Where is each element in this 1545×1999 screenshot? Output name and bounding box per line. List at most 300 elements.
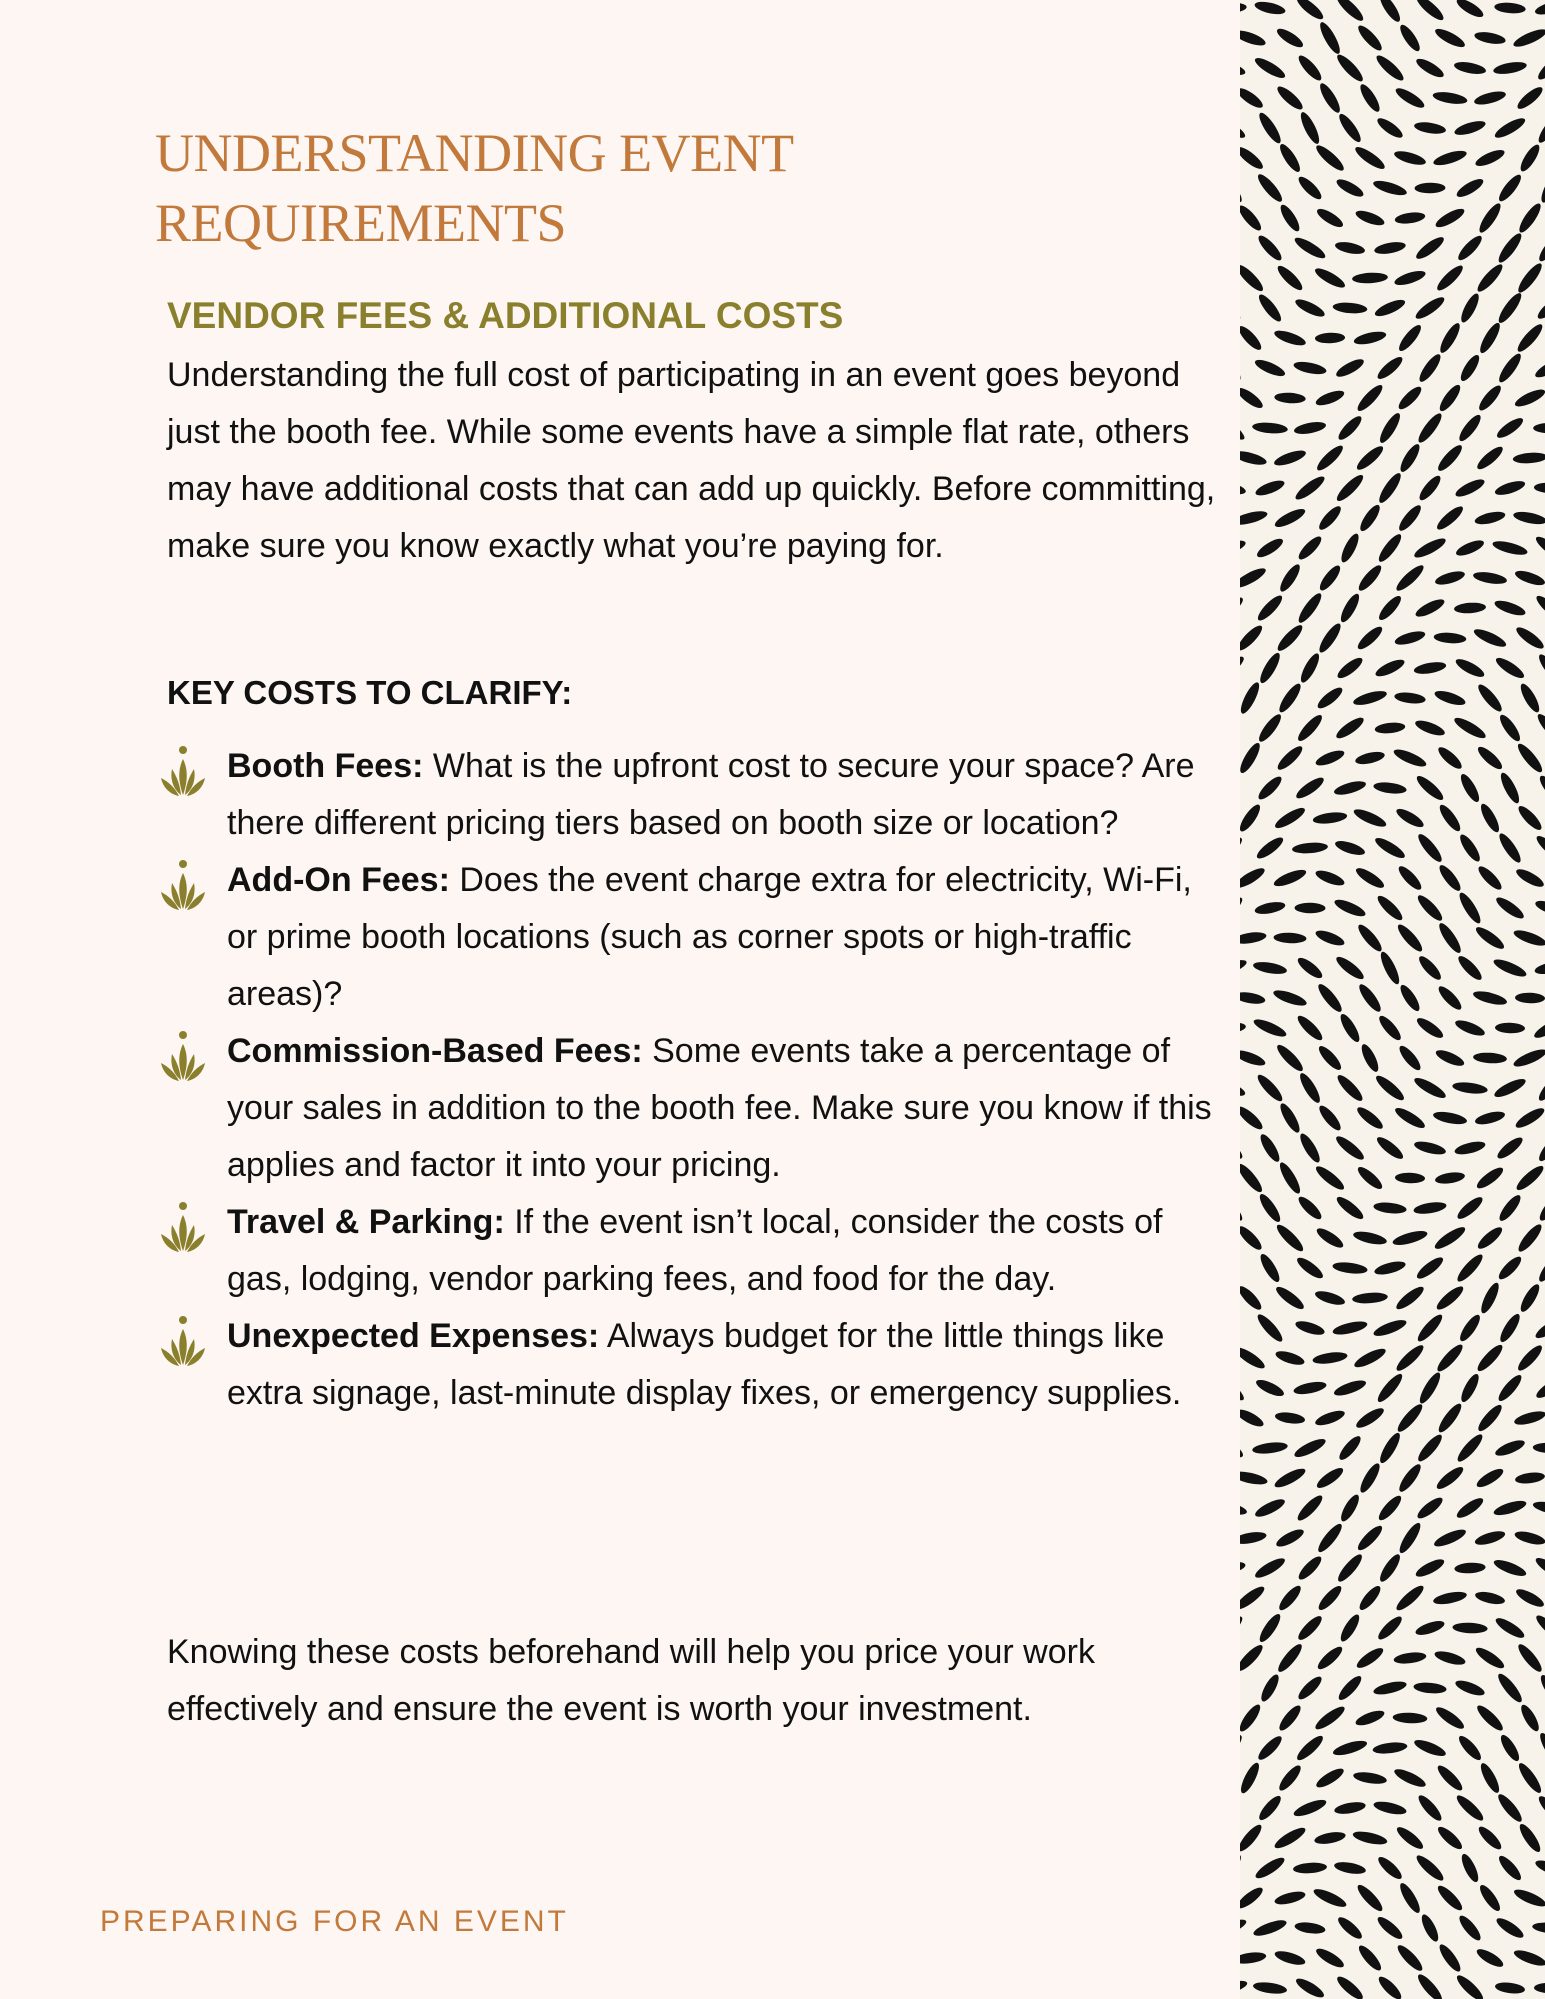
pattern-dash (1436, 862, 1464, 893)
pattern-dash (1435, 1401, 1464, 1435)
pattern-dash (1334, 52, 1366, 85)
pattern-dash (1374, 1134, 1406, 1162)
pattern-dash (1536, 1132, 1545, 1164)
pattern-dash (1240, 1223, 1265, 1253)
pattern-dash (1472, 570, 1507, 586)
pattern-dash (1332, 1261, 1368, 1276)
pattern-dash (1240, 1916, 1248, 1939)
pattern-dash (1433, 1704, 1466, 1732)
pattern-dash (1240, 1530, 1267, 1546)
pattern-dash (1292, 1797, 1328, 1820)
pattern-dash (1394, 1283, 1427, 1312)
pattern-dash (1454, 1562, 1486, 1574)
pattern-dash (1373, 240, 1406, 256)
pattern-dash (1334, 0, 1367, 24)
pattern-dash (1474, 1702, 1506, 1733)
pattern-dash (1413, 660, 1447, 676)
pattern-dash (1274, 1526, 1306, 1550)
pattern-dash (1333, 954, 1366, 983)
pattern-dash (1473, 1528, 1506, 1547)
pattern-dash (1240, 1283, 1264, 1313)
pattern-dash (1533, 593, 1545, 624)
pattern-dash (1532, 1499, 1545, 1516)
pattern-dash (1334, 240, 1366, 256)
pattern-dash (1354, 1405, 1387, 1431)
pattern-dash (1496, 831, 1524, 865)
pattern-dash (1534, 711, 1545, 745)
pattern-dash (1336, 1673, 1365, 1703)
pattern-dash (1353, 865, 1386, 891)
pattern-dash (1475, 1402, 1505, 1434)
pattern-dash (1315, 1583, 1344, 1613)
pattern-dash (1537, 773, 1545, 803)
pattern-dash (1240, 1344, 1267, 1372)
pattern-dash (1334, 176, 1365, 200)
pattern-dash (1518, 1702, 1542, 1733)
pattern-dash (1333, 1133, 1366, 1163)
pattern-dash (1432, 90, 1468, 106)
pattern-dash (1256, 1191, 1283, 1224)
pattern-dash (1474, 1590, 1506, 1607)
pattern-dash (1392, 1766, 1428, 1790)
pattern-dash (1432, 1589, 1468, 1606)
pattern-dash (1454, 1431, 1485, 1464)
pattern-dash (1293, 473, 1328, 503)
page-title (155, 118, 1175, 258)
pattern-dash (1355, 1523, 1385, 1554)
pattern-dash (1240, 1192, 1245, 1224)
pattern-dash (1534, 833, 1545, 864)
pattern-dash (1293, 296, 1327, 320)
decorative-pattern-panel (1240, 0, 1545, 1999)
pattern-dash (1514, 624, 1545, 652)
pattern-dash (1316, 1043, 1344, 1073)
pattern-dash (1333, 897, 1368, 920)
pattern-dash (1395, 1172, 1425, 1183)
pattern-dash (1454, 1495, 1486, 1521)
pattern-dash (1492, 60, 1527, 76)
pattern-dash (1273, 1889, 1306, 1907)
pattern-dash (1375, 893, 1406, 924)
cost-item-label: Booth Fees: (227, 747, 424, 785)
pattern-dash (1240, 538, 1247, 559)
cost-item-text: What is the upfront cost to secure your space? Are there different pricing tiers based on booth size or location? (227, 747, 1195, 842)
pattern-dash (1432, 1526, 1468, 1549)
pattern-dash (1314, 1945, 1347, 1970)
dash-pattern (1240, 0, 1545, 1999)
pattern-dash (1314, 1225, 1346, 1251)
pattern-dash (1277, 1160, 1304, 1196)
pattern-dash (1313, 1163, 1347, 1193)
pattern-dash (1252, 55, 1287, 82)
pattern-dash (1240, 323, 1264, 353)
pattern-dash (1454, 1972, 1486, 1999)
sprouting-plant-icon (158, 1315, 208, 1369)
pattern-dash (1494, 1981, 1525, 1995)
pattern-dash (1240, 623, 1265, 654)
pattern-dash (1454, 1251, 1486, 1284)
pattern-dash (1294, 1921, 1326, 1936)
pattern-dash (1352, 1829, 1389, 1847)
pattern-dash (1533, 1442, 1545, 1454)
pattern-dash (1356, 562, 1385, 593)
pattern-dash (1495, 1022, 1525, 1033)
pattern-dash (1272, 867, 1308, 890)
pattern-dash (1432, 148, 1468, 168)
pattern-dash (1392, 1712, 1427, 1724)
pattern-dash (1376, 531, 1405, 564)
pattern-dash (1474, 1466, 1505, 1491)
pattern-dash (1274, 1349, 1306, 1368)
pattern-dash (1240, 1791, 1243, 1826)
pattern-dash (1240, 930, 1267, 945)
pattern-dash (1240, 957, 1248, 979)
pattern-dash (1493, 598, 1527, 619)
pattern-dash (1397, 22, 1423, 54)
pattern-dash (1412, 1075, 1448, 1102)
pattern-dash (1454, 0, 1485, 20)
pattern-dash (1373, 1259, 1407, 1277)
pattern-dash (1256, 1793, 1284, 1823)
pattern-dash (1240, 203, 1264, 234)
pattern-dash (1253, 357, 1287, 380)
pattern-dash (1393, 1651, 1427, 1665)
pattern-dash (1295, 1674, 1324, 1703)
pattern-dash (1416, 352, 1444, 385)
pattern-dash (1333, 779, 1368, 798)
pattern-dash (1336, 111, 1364, 145)
pattern-dash (1375, 1914, 1406, 1942)
pattern-dash (1356, 982, 1384, 1015)
pattern-dash (1493, 1615, 1527, 1641)
pattern-dash (1334, 714, 1367, 741)
closing-paragraph: Knowing these costs beforehand will help you price your work effectively and ensure the event is worth your investment. (167, 1633, 1095, 1728)
pattern-dash (1434, 503, 1466, 533)
pattern-dash (1314, 1408, 1347, 1428)
pattern-dash (1314, 442, 1346, 473)
pattern-dash (1396, 384, 1425, 413)
cost-item-label: Add-On Fees: (227, 861, 450, 899)
pattern-dash (1338, 591, 1363, 624)
pattern-dash (1240, 1161, 1265, 1195)
pattern-dash (1415, 1971, 1446, 1999)
pattern-dash (1495, 1134, 1526, 1161)
pattern-dash (1240, 262, 1266, 294)
pattern-dash (1337, 1012, 1362, 1045)
pattern-dash (1240, 1852, 1244, 1884)
pattern-dash (1393, 562, 1426, 594)
pattern-dash (1495, 1671, 1525, 1705)
pattern-dash (1277, 142, 1304, 175)
pattern-dash (1515, 1641, 1545, 1674)
pattern-dash (1374, 1371, 1405, 1405)
pattern-dash (1436, 382, 1463, 414)
pattern-dash (1333, 1800, 1366, 1816)
pattern-dash (1252, 1016, 1289, 1040)
pattern-dash (1240, 479, 1247, 497)
pattern-dash (1240, 990, 1266, 1005)
pattern-dash (1240, 413, 1247, 443)
pattern-dash (1515, 992, 1545, 1003)
pattern-dash (1495, 231, 1524, 266)
pattern-dash (1257, 1132, 1282, 1165)
pattern-dash (1413, 1681, 1447, 1694)
pattern-dash (1240, 1103, 1265, 1132)
pattern-dash (1376, 1493, 1405, 1523)
pattern-dash (1452, 714, 1488, 741)
pattern-dash (1395, 922, 1426, 955)
pattern-dash (1458, 291, 1482, 324)
pattern-dash (1315, 684, 1345, 711)
pattern-dash (1335, 413, 1364, 443)
pattern-dash (1294, 1975, 1327, 1999)
pattern-dash (1373, 297, 1407, 320)
pattern-dash (1433, 26, 1467, 51)
pattern-dash (1473, 924, 1507, 952)
pattern-dash (1273, 805, 1308, 832)
key-costs-heading: KEY COSTS TO CLARIFY: (167, 674, 573, 711)
pattern-dash (1298, 651, 1323, 685)
pattern-dash (1412, 1737, 1447, 1759)
pattern-dash (1312, 1350, 1348, 1365)
pattern-dash (1433, 688, 1467, 708)
pattern-dash (1296, 533, 1325, 562)
pattern-dash (1393, 85, 1427, 111)
pattern-dash (1414, 1852, 1447, 1884)
pattern-dash (1534, 482, 1545, 494)
pattern-dash (1534, 0, 1545, 17)
pattern-dash (1274, 1411, 1305, 1426)
pattern-dash (1354, 750, 1386, 767)
pattern-dash (1413, 120, 1446, 135)
pattern-dash (1455, 233, 1485, 264)
pattern-dash (1512, 927, 1545, 949)
pattern-dash (1517, 681, 1542, 714)
pattern-dash (1478, 1281, 1502, 1316)
pattern-dash (1354, 1104, 1385, 1132)
cost-item-text: Some events take a percentage of your sales in addition to the booth fee. Make sure you know if this applies and factor it into your pricing. (227, 1032, 1212, 1184)
pattern-dash (1532, 1921, 1545, 1935)
pattern-dash (1474, 509, 1507, 526)
pattern-dash (1433, 205, 1466, 230)
sprouting-plant-icon (158, 1030, 208, 1084)
pattern-dash (1454, 1792, 1487, 1824)
pattern-dash (1414, 1015, 1445, 1041)
pattern-dash (1273, 1948, 1306, 1967)
pattern-dash (1240, 1884, 1265, 1911)
pattern-dash (1373, 1072, 1407, 1103)
pattern-dash (1394, 806, 1426, 831)
pattern-dash (1314, 748, 1346, 769)
pattern-dash (1536, 232, 1545, 264)
pattern-dash (1277, 562, 1303, 594)
pattern-dash (1492, 1076, 1528, 1101)
pattern-dash (1513, 386, 1545, 409)
pattern-dash (1396, 1461, 1424, 1494)
pattern-dash (1376, 1974, 1405, 1999)
pattern-dash (1512, 1947, 1545, 1969)
pattern-dash (1315, 981, 1345, 1015)
pattern-dash (1516, 201, 1544, 235)
pattern-dash (1297, 1071, 1324, 1106)
pattern-dash (1272, 1824, 1308, 1851)
pattern-dash (1240, 85, 1265, 111)
pattern-dash (1372, 1799, 1407, 1817)
pattern-dash (1315, 1521, 1345, 1555)
pattern-dash (1293, 1862, 1328, 1875)
pattern-dash (1452, 1622, 1488, 1634)
pattern-dash (1296, 174, 1325, 203)
pattern-dash (1495, 290, 1524, 325)
pattern-dash (1435, 1824, 1465, 1853)
pattern-dash (1240, 449, 1268, 468)
pattern-dash (1294, 774, 1327, 801)
pattern-dash (1394, 1824, 1426, 1852)
pattern-dash (1436, 920, 1464, 955)
pattern-dash (1275, 263, 1306, 294)
pattern-dash (1353, 329, 1388, 347)
pattern-dash (1316, 503, 1344, 533)
pattern-dash (1377, 0, 1404, 24)
pattern-dash (1393, 1342, 1426, 1374)
pattern-dash (1295, 591, 1324, 626)
pattern-dash (1413, 234, 1446, 262)
pattern-dash (1317, 20, 1344, 56)
pattern-dash (1536, 1072, 1545, 1103)
pattern-dash (1536, 652, 1545, 685)
pattern-dash (1434, 262, 1466, 293)
pattern-dash (1435, 442, 1465, 474)
pattern-dash (1394, 1942, 1425, 1974)
pattern-dash (1513, 1409, 1545, 1428)
pattern-dash (1352, 272, 1388, 284)
pattern-dash (1474, 1342, 1505, 1374)
pattern-dash (1436, 983, 1465, 1013)
pattern-dash (1534, 1857, 1545, 1878)
pattern-dash (1515, 261, 1545, 296)
pattern-dash (1396, 863, 1425, 893)
pattern-dash (1373, 52, 1406, 84)
cost-item-text: If the event isn’t local, consider the costs of gas, lodging, vendor parking fees, and food for the day. (227, 1203, 1163, 1298)
pattern-dash (1295, 53, 1324, 84)
pattern-dash (1335, 1551, 1365, 1584)
pattern-dash (1492, 956, 1529, 980)
pattern-dash (1277, 1101, 1303, 1135)
pattern-dash (1496, 172, 1525, 204)
pattern-dash (1375, 115, 1406, 141)
pattern-dash (1337, 1612, 1362, 1644)
pattern-dash (1316, 621, 1344, 655)
pattern-dash (1240, 1469, 1269, 1487)
pattern-dash (1255, 592, 1286, 623)
pattern-dash (1534, 1983, 1545, 1994)
pattern-dash (1353, 144, 1388, 173)
pattern-dash (1393, 148, 1427, 167)
pattern-dash (1275, 743, 1306, 773)
pattern-dash (1515, 1222, 1545, 1255)
pattern-dash (1516, 1760, 1545, 1795)
pattern-dash (1335, 655, 1365, 682)
pattern-dash (1419, 1912, 1442, 1943)
pattern-dash (1295, 1613, 1325, 1643)
pattern-dash (1373, 1201, 1407, 1215)
pattern-dash (1512, 1886, 1545, 1909)
pattern-dash (1494, 1, 1526, 14)
pattern-dash (1352, 806, 1389, 830)
pattern-dash (1494, 415, 1525, 441)
pattern-dash (1473, 147, 1506, 169)
pattern-dash (1375, 1854, 1404, 1882)
pattern-dash (1354, 1645, 1386, 1671)
pattern-dash (1414, 1618, 1446, 1638)
pattern-dash (1356, 1943, 1385, 1974)
pattern-dash (1416, 1370, 1443, 1406)
pattern-dash (1493, 478, 1526, 498)
pattern-dash (1415, 1312, 1446, 1345)
pattern-dash (1253, 1555, 1288, 1581)
pattern-dash (1494, 894, 1527, 922)
pattern-dash (1315, 332, 1345, 343)
pattern-dash (1455, 1194, 1486, 1222)
pattern-dash (1293, 1380, 1328, 1397)
pattern-dash (1276, 1703, 1304, 1734)
pattern-dash (1495, 1372, 1524, 1404)
pattern-dash (1434, 1464, 1466, 1493)
pattern-dash (1456, 1913, 1484, 1943)
pattern-dash (1240, 894, 1245, 921)
pattern-dash (1354, 443, 1386, 473)
pattern-dash (1435, 1883, 1466, 1914)
pattern-dash (1373, 656, 1406, 679)
pattern-dash (1373, 781, 1407, 796)
pattern-dash (1538, 171, 1545, 204)
pattern-dash (1432, 1110, 1468, 1127)
pattern-dash (1496, 351, 1524, 385)
pattern-dash (1478, 801, 1503, 834)
pattern-dash (1252, 1441, 1289, 1456)
pattern-dash (1294, 1733, 1326, 1764)
pattern-dash (1240, 1251, 1243, 1286)
pattern-dash (1533, 1612, 1545, 1643)
pattern-dash (1437, 321, 1463, 356)
pattern-dash (1352, 1770, 1387, 1786)
pattern-dash (1240, 710, 1243, 745)
pattern-dash (1415, 1494, 1446, 1521)
pattern-dash (1252, 960, 1288, 976)
pattern-dash (1240, 1021, 1246, 1035)
pattern-dash (1434, 1047, 1466, 1069)
pattern-dash (1454, 176, 1485, 200)
pattern-dash (1532, 1015, 1545, 1041)
pattern-dash (1240, 1642, 1266, 1674)
pattern-dash (1317, 81, 1344, 115)
pattern-dash (1538, 1673, 1545, 1704)
pattern-dash (1256, 110, 1284, 146)
pattern-dash (1316, 1103, 1344, 1133)
sprouting-plant-icon (158, 745, 208, 799)
pattern-dash (1434, 1342, 1466, 1375)
cost-item-text: Does the event charge extra for electricity, Wi-Fi, or prime booth locations (such as corner spots or high-traffic areas)? (227, 861, 1192, 1013)
cost-item-label: Commission-Based Fees: (227, 1032, 643, 1070)
pattern-dash (1276, 681, 1304, 715)
pattern-dash (1474, 1109, 1506, 1127)
pattern-dash (1512, 1046, 1545, 1070)
pattern-dash (1453, 1139, 1486, 1157)
pattern-dash (1372, 1679, 1407, 1697)
pattern-dash (1475, 863, 1504, 892)
cost-item-text: Always budget for the little things like extra signage, last-minute display fixes, or emergency supplies. (227, 1317, 1182, 1412)
pattern-dash (1274, 1042, 1306, 1074)
